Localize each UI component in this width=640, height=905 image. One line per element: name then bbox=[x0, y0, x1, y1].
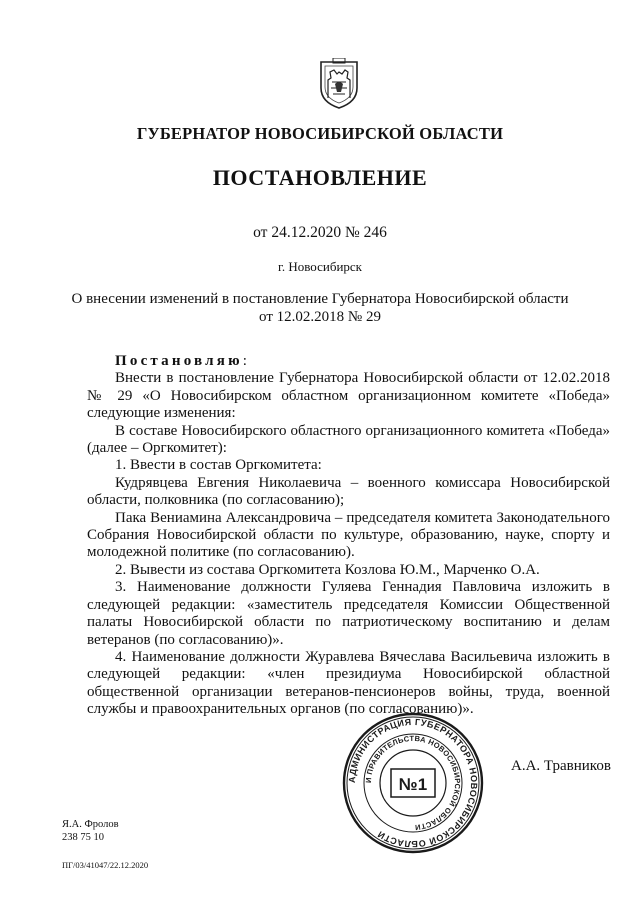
stamp-number: №1 bbox=[398, 775, 428, 794]
org-title: ГУБЕРНАТОР НОВОСИБИРСКОЙ ОБЛАСТИ bbox=[136, 124, 504, 143]
body-paragraph: 1. Ввести в состав Оргкомитета: bbox=[115, 457, 322, 474]
subject-line-2: от 12.02.2018 № 29 bbox=[259, 309, 381, 325]
executor-name: Я.А. Фролов bbox=[62, 819, 119, 830]
body-paragraph: Внести в постановление Губернатора Новосибирской области от 12.02.2018 № 29 «О Новосибирском областном организационном комитете «Победа» следующие изменения: bbox=[87, 370, 610, 422]
document-date-number: от 24.12.2020 № 246 bbox=[253, 224, 387, 241]
official-stamp bbox=[341, 711, 485, 855]
coat-of-arms-icon bbox=[317, 58, 361, 110]
body-paragraph: Пака Вениамина Александровича – председателя комитета Законодательного Собрания Новосибирской области по культуре, образованию, науке, спорту и молодежной политике (по согласованию). bbox=[87, 509, 610, 561]
stamp-inner-text: И ПРАВИТЕЛЬСТВА НОВОСИБИРСКОЙ ОБЛАСТИ bbox=[363, 733, 463, 833]
body-paragraph: В составе Новосибирского областного организационного комитета «Победа» (далее – Оргкомитет): bbox=[87, 422, 610, 457]
document-city: г. Новосибирск bbox=[277, 259, 362, 274]
decree-colon: : bbox=[242, 353, 247, 369]
stamp-outer-text: АДМИНИСТРАЦИЯ ГУБЕРНАТОРА НОВОСИБИРСКОЙ ОБЛАСТИ bbox=[346, 716, 480, 850]
decree-word: Постановляю bbox=[115, 353, 243, 369]
body-paragraph: Кудрявцева Евгения Николаевича – военного комиссара Новосибирской области, полковника (по согласованию); bbox=[87, 474, 610, 509]
document-subject bbox=[0, 290, 640, 326]
subject-line-1: О внесении изменений в постановление Губернатора Новосибирской области bbox=[71, 291, 569, 307]
document-code: ПГ/03/41047/22.12.2020 bbox=[62, 860, 149, 870]
decree-heading bbox=[87, 353, 610, 370]
body-paragraph: 2. Вывести из состава Оргкомитета Козлова Ю.М., Марченко О.А. bbox=[115, 561, 540, 578]
document-body bbox=[87, 353, 610, 719]
executor-info bbox=[62, 818, 119, 844]
document-type: ПОСТАНОВЛЕНИЕ bbox=[212, 165, 428, 190]
signature-name: А.А. Травников bbox=[511, 758, 611, 774]
body-paragraph: 3. Наименование должности Гуляева Геннадия Павловича изложить в следующей редакции: «заместитель председателя Комиссии Общественной палаты Новосибирской области по патриотическому воспитанию и делам ветеранов (по согласованию)». bbox=[87, 579, 610, 648]
executor-phone: 238 75 10 bbox=[62, 832, 104, 843]
body-paragraph: 4. Наименование должности Журавлева Вячеслава Васильевича изложить в следующей редакции: «член президиума Новосибирской областной общественной организации ветеранов-пенсионеров войны, труда, военной службы и правоохранительных органов (по согласованию)». bbox=[87, 648, 610, 718]
